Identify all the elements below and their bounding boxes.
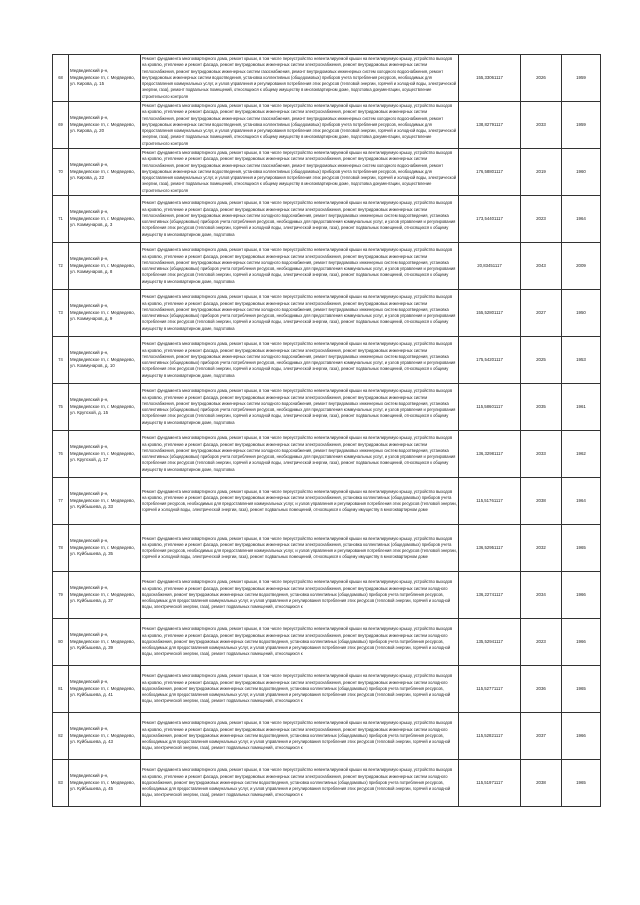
works-description-cell	[141, 431, 459, 478]
planned-year-cell: 2027	[521, 290, 562, 337]
works-description-cell	[141, 384, 459, 431]
value-cell: 115,51761117	[459, 478, 521, 525]
value-cell: 115,58601117	[459, 384, 521, 431]
table-row	[53, 290, 601, 337]
works-description-text: Ремонт фундамента многоквартирного дома, ремонт крыши, в том числе переустройство невентилируемой крыши на вентилируемую крышу, устройство выходов на кровлю, утепление и ремонт фасада, ремонт внутридомовых инженерных систем электроснабжения, ремонт внутридомовых инженерных систем теплоснабжения, ремонт внутридомовых инженерных систем газоснабжения, ремонт внутридомовых инженерных систем холодного водоснабжения, ремонт внутридомовых инженерных систем водоотведения, установка коллективных (общедомовых) приборов учета потребления ресурсов, необходимых для предоставления коммунальных услуг, и узлов управления и регулирования потребления этих ресурсов (тепловой энергии, горячей и холодной воды, электрической энергии, газа), ремонт подвальных помещений, относящихся к общему имуществу в многоквартирном доме, подготовка документации, осуществление строительного контроля	[142, 150, 457, 193]
address-cell: Медведевский р-н, Медведевское гп, г. Медведево, ул. Куйбышева, д. 39	[69, 619, 141, 666]
row-number: 83	[53, 760, 69, 807]
row-number: 74	[53, 337, 69, 384]
table-row	[53, 196, 601, 243]
table-row	[53, 478, 601, 525]
planned-year-cell: 2023	[521, 619, 562, 666]
planned-year-cell: 2038	[521, 760, 562, 807]
planned-year-cell: 2033	[521, 102, 562, 149]
build-year-cell: 1964	[562, 478, 601, 525]
works-description-text: Ремонт фундамента многоквартирного дома, ремонт крыши, в том числе переустройство невентилируемой крыши на вентилируемую крышу, устройство выходов на кровлю, утепление и ремонт фасада, ремонт внутридомовых инженерных систем электроснабжения, ремонт внутридомовых инженерных систем теплоснабжения, ремонт внутридомовых инженерных систем газоснабжения, ремонт внутридомовых инженерных систем холодного водоснабжения, ремонт внутридомовых инженерных систем водоотведения, установка коллективных (общедомовых) приборов учета потребления ресурсов, необходимых для предоставления коммунальных услуг, и узлов управления и регулирования потребления этих ресурсов (тепловой энергии, горячей и холодной воды, электрической энергии, газа), ремонт подвальных помещений, относящихся к общему имуществу в многоквартирном доме, подготовка документации, осуществление строительного контроля	[142, 103, 457, 146]
row-number: 82	[53, 713, 69, 760]
planned-year-cell: 2026	[521, 55, 562, 102]
address-cell: Медведевский р-н, Медведевское гп, г. Медведево, ул. Куйбышева, д. 35	[69, 525, 141, 572]
row-number: 81	[53, 666, 69, 713]
planned-year-cell: 2035	[521, 384, 562, 431]
value-cell: 115,51971117	[459, 760, 521, 807]
build-year-cell: 1965	[562, 666, 601, 713]
works-description-text: Ремонт фундамента многоквартирного дома, ремонт крыши, в том числе переустройство невентилируемой крыши на вентилируемую крышу, устройство выходов на кровлю, утепление и ремонт фасада, ремонт внутридомовых инженерных систем электроснабжения, установка коллективных (общедомовых) приборов учета потребления ресурсов, необходимых для предоставления коммунальных услуг, и узлов управления и регулирования потребления этих ресурсов (тепловой энергии, горячей и холодной воды, электрической энергии, газа), ремонт подвальных помещений, относящихся к общему имуществу в многоквартирном доме	[142, 535, 457, 560]
works-description-cell	[141, 478, 459, 525]
works-description-text: Ремонт фундамента многоквартирного дома, ремонт крыши, в том числе переустройство невентилируемой крыши на вентилируемую крышу, устройство выходов на кровлю, утепление и ремонт фасада, ремонт внутридомовых инженерных систем электроснабжения, ремонт внутридомовых инженерных систем теплоснабжения, ремонт внутридомовых инженерных систем холодного водоснабжения, ремонт внутридомовых инженерных систем водоотведения, установка коллективных (общедомовых) приборов учета потребления ресурсов, необходимых для предоставления коммунальных услуг, и узлов управления и регулирования потребления этих ресурсов (тепловой энергии, горячей и холодной воды, электрической энергии, газа), ремонт подвальных помещений, относящихся к общему имуществу в многоквартирном доме, подготовка	[142, 247, 456, 284]
row-number: 70	[53, 149, 69, 196]
planned-year-cell: 2019	[521, 149, 562, 196]
address-cell: Медведевский р-н, Медведевское гп, г. Медведево, ул. Куйбышева, д. 43	[69, 713, 141, 760]
address-cell: Медведевский р-н, Медведевское гп, г. Медведево, ул. Куйбышева, д. 33	[69, 478, 141, 525]
planned-year-cell: 2043	[521, 243, 562, 290]
works-description-cell	[141, 102, 459, 149]
row-number: 72	[53, 243, 69, 290]
works-description-text: Ремонт фундамента многоквартирного дома, ремонт крыши, в том числе переустройство невентилируемой крыши на вентилируемую крышу, устройство выходов на кровлю, утепление и ремонт фасада, ремонт внутридомовых инженерных систем электроснабжения, ремонт внутридомовых инженерных систем теплоснабжения, ремонт внутридомовых инженерных систем холодного водоснабжения, ремонт внутридомовых инженерных систем водоотведения, установка коллективных (общедомовых) приборов учета потребления ресурсов, необходимых для предоставления коммунальных услуг, и узлов управления и регулирования потребления этих ресурсов (тепловой энергии, горячей и холодной воды, электрической энергии, газа), ремонт подвальных помещений, относящихся к общему имуществу в многоквартирном доме, подготовка	[142, 200, 456, 237]
address-cell: Медведевский р-н, Медведевское гп, г. Медведево, ул. Кирова, д. 20	[69, 102, 141, 149]
table-row	[53, 760, 601, 807]
build-year-cell: 1964	[562, 196, 601, 243]
row-number: 77	[53, 478, 69, 525]
works-description-text: Ремонт фундамента многоквартирного дома, ремонт крыши, в том числе переустройство невентилируемой крыши на вентилируемую крышу, устройство выходов на кровлю, утепление и ремонт фасада, ремонт внутридомовых инженерных систем электроснабжения, ремонт внутридомовых инженерных систем теплоснабжения, ремонт внутридомовых инженерных систем холодного водоснабжения, ремонт внутридомовых инженерных систем водоотведения, установка коллективных (общедомовых) приборов учета потребления ресурсов, необходимых для предоставления коммунальных услуг, и узлов управления и регулирования потребления этих ресурсов (тепловой энергии, горячей и холодной воды, электрической энергии, газа), ремонт подвальных помещений, относящихся к общему имуществу в многоквартирном доме, подготовка	[142, 341, 456, 378]
planned-year-cell: 2034	[521, 572, 562, 619]
planned-year-cell: 2025	[521, 337, 562, 384]
planned-year-cell: 2038	[521, 478, 562, 525]
table-row	[53, 666, 601, 713]
value-cell: 136,22741117	[459, 572, 521, 619]
value-cell: 115,52821117	[459, 713, 521, 760]
works-description-cell	[141, 713, 459, 760]
table-row	[53, 243, 601, 290]
table-row	[53, 337, 601, 384]
row-number: 80	[53, 619, 69, 666]
row-number: 75	[53, 384, 69, 431]
planned-year-cell: 2033	[521, 431, 562, 478]
planned-year-cell: 2032	[521, 525, 562, 572]
build-year-cell: 1959	[562, 55, 601, 102]
address-cell: Медведевский р-н, Медведевское гп, г. Медведево, ул. Куйбышева, д. 37	[69, 572, 141, 619]
value-cell: 136,32981117	[459, 431, 521, 478]
build-year-cell: 1961	[562, 384, 601, 431]
works-description-text: Ремонт фундамента многоквартирного дома, ремонт крыши, в том числе переустройство невентилируемой крыши на вентилируемую крышу, устройство выходов на кровлю, утепление и ремонт фасада, ремонт внутридомовых инженерных систем электроснабжения, ремонт внутридомовых инженерных систем теплоснабжения, ремонт внутридомовых инженерных систем газоснабжения, ремонт внутридомовых инженерных систем холодного водоснабжения, ремонт внутридомовых инженерных систем водоотведения, установка коллективных (общедомовых) приборов учета потребления ресурсов, необходимых для предоставления коммунальных услуг, и узлов управления и регулирования потребления этих ресурсов (тепловой энергии, горячей и холодной воды, электрической энергии, газа), ремонт подвальных помещений, относящихся к общему имуществу в многоквартирном доме, подготовка документации, осуществление строительного контроля	[142, 56, 457, 99]
address-cell: Медведевский р-н, Медведевское гп, г. Медведево, ул. Коммунаров, д. 8	[69, 243, 141, 290]
row-number: 71	[53, 196, 69, 243]
table-row	[53, 525, 601, 572]
table-row	[53, 572, 601, 619]
row-number: 76	[53, 431, 69, 478]
works-description-cell	[141, 243, 459, 290]
works-description-text: Ремонт фундамента многоквартирного дома, ремонт крыши, в том числе переустройство невентилируемой крыши на вентилируемую крышу, устройство выходов на кровлю, утепление и ремонт фасада, ремонт внутридомовых инженерных систем электроснабжения, ремонт внутридомовых инженерных систем холодного водоснабжения, ремонт внутридомовых инженерных систем водоотведения, установка коллективных (общедомовых) приборов учета потребления ресурсов, необходимых для предоставления коммунальных услуг, и узлов управления и регулирования потребления этих ресурсов (тепловой энергии, горячей и холодной воды, электрической энергии, газа), ремонт подвальных помещений, относящихся к	[142, 720, 453, 751]
value-cell: 115,52771117	[459, 666, 521, 713]
table-body	[53, 55, 601, 807]
value-cell: 135,52941117	[459, 619, 521, 666]
works-description-text: Ремонт фундамента многоквартирного дома, ремонт крыши, в том числе переустройство невентилируемой крыши на вентилируемую крышу, устройство выходов на кровлю, утепление и ремонт фасада, ремонт внутридомовых инженерных систем электроснабжения, ремонт внутридомовых инженерных систем холодного водоснабжения, ремонт внутридомовых инженерных систем водоотведения, установка коллективных (общедомовых) приборов учета потребления ресурсов, необходимых для предоставления коммунальных услуг, и узлов управления и регулирования потребления этих ресурсов (тепловой энергии, горячей и холодной воды, электрической энергии, газа), ремонт подвальных помещений, относящихся к	[142, 673, 453, 704]
address-cell: Медведевский р-н, Медведевское гп, г. Медведево, ул. Куйбышева, д. 45	[69, 760, 141, 807]
works-description-cell	[141, 619, 459, 666]
works-description-text: Ремонт фундамента многоквартирного дома, ремонт крыши, в том числе переустройство невентилируемой крыши на вентилируемую крышу, устройство выходов на кровлю, утепление и ремонт фасада, ремонт внутридомовых инженерных систем электроснабжения, ремонт внутридомовых инженерных систем теплоснабжения, ремонт внутридомовых инженерных систем холодного водоснабжения, ремонт внутридомовых инженерных систем водоотведения, установка коллективных (общедомовых) приборов учета потребления ресурсов, необходимых для предоставления коммунальных услуг, и узлов управления и регулирования потребления этих ресурсов (тепловой энергии, горячей и холодной воды, электрической энергии, газа), ремонт подвальных помещений, относящихся к общему имуществу в многоквартирном доме, подготовка	[142, 435, 456, 472]
address-cell: Медведевский р-н, Медведевское гп, г. Медведево, ул. Коммунаров, д. 9	[69, 290, 141, 337]
build-year-cell: 1966	[562, 572, 601, 619]
table-row	[53, 149, 601, 196]
works-description-cell	[141, 290, 459, 337]
value-cell: 176,58801117	[459, 149, 521, 196]
value-cell: 155,52801117	[459, 290, 521, 337]
works-description-cell	[141, 572, 459, 619]
table-row	[53, 713, 601, 760]
value-cell: 136,52951117	[459, 525, 521, 572]
works-description-text: Ремонт фундамента многоквартирного дома, ремонт крыши, в том числе переустройство невентилируемой крыши на вентилируемую крышу, устройство выходов на кровлю, утепление и ремонт фасада, ремонт внутридомовых инженерных систем электроснабжения, ремонт внутридомовых инженерных систем холодного водоснабжения, ремонт внутридомовых инженерных систем водоотведения, установка коллективных (общедомовых) приборов учета потребления ресурсов, необходимых для предоставления коммунальных услуг, и узлов управления и регулирования потребления этих ресурсов (тепловой энергии, горячей и холодной воды, электрической энергии, газа), ремонт подвальных помещений, относящихся к	[142, 579, 453, 610]
value-cell: 175,54201117	[459, 337, 521, 384]
row-number: 78	[53, 525, 69, 572]
address-cell: Медведевский р-н, Медведевское гп, г. Медведево, ул. Кирова, д. 22	[69, 149, 141, 196]
build-year-cell: 1953	[562, 337, 601, 384]
works-description-cell	[141, 337, 459, 384]
row-number: 69	[53, 102, 69, 149]
table-row	[53, 384, 601, 431]
works-description-cell	[141, 666, 459, 713]
works-description-cell	[141, 196, 459, 243]
build-year-cell: 1962	[562, 431, 601, 478]
works-description-cell	[141, 760, 459, 807]
works-description-text: Ремонт фундамента многоквартирного дома, ремонт крыши, в том числе переустройство невентилируемой крыши на вентилируемую крышу, устройство выходов на кровлю, утепление и ремонт фасада, ремонт внутридомовых инженерных систем электроснабжения, ремонт внутридомовых инженерных систем теплоснабжения, ремонт внутридомовых инженерных систем холодного водоснабжения, ремонт внутридомовых инженерных систем водоотведения, установка коллективных (общедомовых) приборов учета потребления ресурсов, необходимых для предоставления коммунальных услуг, и узлов управления и регулирования потребления этих ресурсов (тепловой энергии, горячей и холодной воды, электрической энергии, газа), ремонт подвальных помещений, относящихся к общему имуществу в многоквартирном доме, подготовка	[142, 388, 456, 425]
works-description-text: Ремонт фундамента многоквартирного дома, ремонт крыши, в том числе переустройство невентилируемой крыши на вентилируемую крышу, устройство выходов на кровлю, утепление и ремонт фасада, ремонт внутридомовых инженерных систем электроснабжения, ремонт внутридомовых инженерных систем холодного водоснабжения, ремонт внутридомовых инженерных систем водоотведения, установка коллективных (общедомовых) приборов учета потребления ресурсов, необходимых для предоставления коммунальных услуг, и узлов управления и регулирования потребления этих ресурсов (тепловой энергии, горячей и холодной воды, электрической энергии, газа), ремонт подвальных помещений, относящихся к	[142, 626, 453, 657]
build-year-cell: 1960	[562, 149, 601, 196]
table-row	[53, 55, 601, 102]
planned-year-cell: 2023	[521, 196, 562, 243]
value-cell: 155,33061117	[459, 55, 521, 102]
works-description-cell	[141, 149, 459, 196]
value-cell: 138,82791117	[459, 102, 521, 149]
works-description-text: Ремонт фундамента многоквартирного дома, ремонт крыши, в том числе переустройство невентилируемой крыши на вентилируемую крышу, устройство выходов на кровлю, утепление и ремонт фасада, ремонт внутридомовых инженерных систем электроснабжения, ремонт внутридомовых инженерных систем теплоснабжения, ремонт внутридомовых инженерных систем холодного водоснабжения, ремонт внутридомовых инженерных систем водоотведения, установка коллективных (общедомовых) приборов учета потребления ресурсов, необходимых для предоставления коммунальных услуг, и узлов управления и регулирования потребления этих ресурсов (тепловой энергии, горячей и холодной воды, электрической энергии, газа), ремонт подвальных помещений, относящихся к общему имуществу в многоквартирном доме, подготовка	[142, 294, 456, 331]
address-cell: Медведевский р-н, Медведевское гп, г. Медведево, ул. Крупской, д. 17	[69, 431, 141, 478]
build-year-cell: 1959	[562, 102, 601, 149]
address-cell: Медведевский р-н, Медведевское гп, г. Медведево, ул. Куйбышева, д. 41	[69, 666, 141, 713]
build-year-cell: 1965	[562, 760, 601, 807]
works-description-cell	[141, 55, 459, 102]
build-year-cell: 1966	[562, 619, 601, 666]
address-cell: Медведевский р-н, Медведевское гп, г. Медведево, ул. Кирова, д. 15	[69, 55, 141, 102]
table-row	[53, 431, 601, 478]
address-cell: Медведевский р-н, Медведевское гп, г. Медведево, ул. Крупской, д. 15	[69, 384, 141, 431]
works-description-cell	[141, 525, 459, 572]
row-number: 79	[53, 572, 69, 619]
table-row	[53, 102, 601, 149]
document-page	[52, 54, 588, 807]
row-number: 73	[53, 290, 69, 337]
value-cell: 173,54401117	[459, 196, 521, 243]
build-year-cell: 1950	[562, 290, 601, 337]
address-cell: Медведевский р-н, Медведевское гп, г. Медведево, ул. Коммунаров, д. 10	[69, 337, 141, 384]
row-number: 68	[53, 55, 69, 102]
table-row	[53, 619, 601, 666]
build-year-cell: 1966	[562, 713, 601, 760]
build-year-cell: 2009	[562, 243, 601, 290]
repair-schedule-table	[52, 54, 601, 807]
value-cell: 20,83451117	[459, 243, 521, 290]
works-description-text: Ремонт фундамента многоквартирного дома, ремонт крыши, в том числе переустройство невентилируемой крыши на вентилируемую крышу, устройство выходов на кровлю, утепление и ремонт фасада, ремонт внутридомовых инженерных систем электроснабжения, ремонт внутридомовых инженерных систем холодного водоснабжения, ремонт внутридомовых инженерных систем водоотведения, установка коллективных (общедомовых) приборов учета потребления ресурсов, необходимых для предоставления коммунальных услуг, и узлов управления и регулирования потребления этих ресурсов (тепловой энергии, горячей и холодной воды, электрической энергии, газа), ремонт подвальных помещений, относящихся к	[142, 767, 453, 798]
planned-year-cell: 2037	[521, 713, 562, 760]
address-cell: Медведевский р-н, Медведевское гп, г. Медведево, ул. Коммунаров, д. 3	[69, 196, 141, 243]
works-description-text: Ремонт фундамента многоквартирного дома, ремонт крыши, в том числе переустройство невентилируемой крыши на вентилируемую крышу, устройство выходов на кровлю, утепление и ремонт фасада, ремонт внутридомовых инженерных систем электроснабжения, установка коллективных (общедомовых) приборов учета потребления ресурсов, необходимых для предоставления коммунальных услуг, и узлов управления и регулирования потребления этих ресурсов (тепловой энергии, горячей и холодной воды, электрической энергии, газа), ремонт подвальных помещений, относящихся к общему имуществу в многоквартирном доме	[142, 488, 457, 513]
planned-year-cell: 2036	[521, 666, 562, 713]
build-year-cell: 1965	[562, 525, 601, 572]
